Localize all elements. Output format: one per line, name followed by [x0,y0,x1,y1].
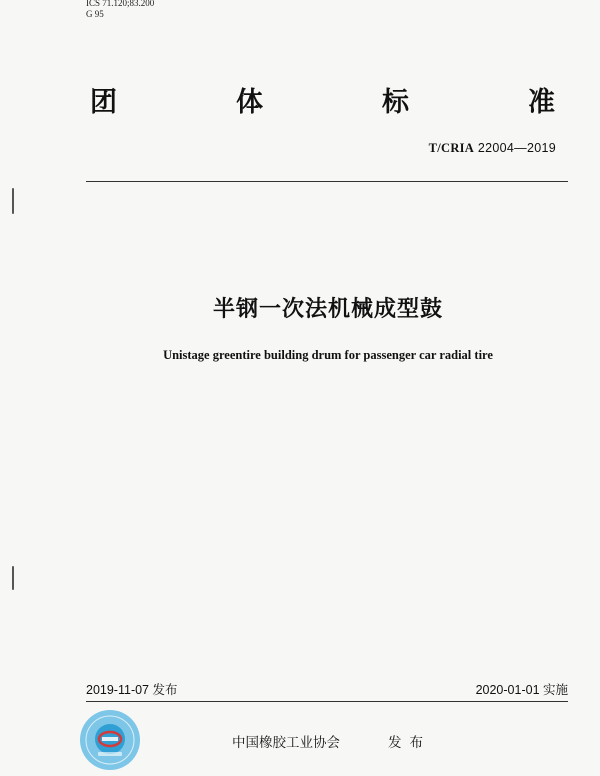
document-type-heading [90,80,570,120]
ics-code: ICS 71.120;83.200 [86,0,155,8]
scan-edge-mark [12,188,14,214]
issue-date: 2019-11-07 发布 [86,683,178,697]
scan-edge-mark [12,566,14,590]
doc-type-char: 体 [236,87,263,118]
title-chinese: 半钢一次法机械成型鼓 [212,297,443,322]
implementation-date: 2020-01-01 实施 [475,683,568,697]
publish-label: 发布 [388,735,431,751]
doc-type-char: 团 [90,87,117,118]
publisher-name: 中国橡胶工业协会 [232,735,340,751]
header-rule [86,181,568,182]
footer-rule [86,701,568,702]
standard-number [429,141,556,156]
certification-seal-icon [78,708,142,772]
doc-type-char: 标 [382,87,409,118]
title-english: Unistage greentire building drum for passenger car radial tire [163,348,493,362]
standard-number-prefix: T/CRIA [428,141,475,155]
ccs-code: G 95 [86,9,104,19]
doc-type-char: 准 [528,87,555,118]
standard-number-value: 22004—2019 [477,141,556,155]
